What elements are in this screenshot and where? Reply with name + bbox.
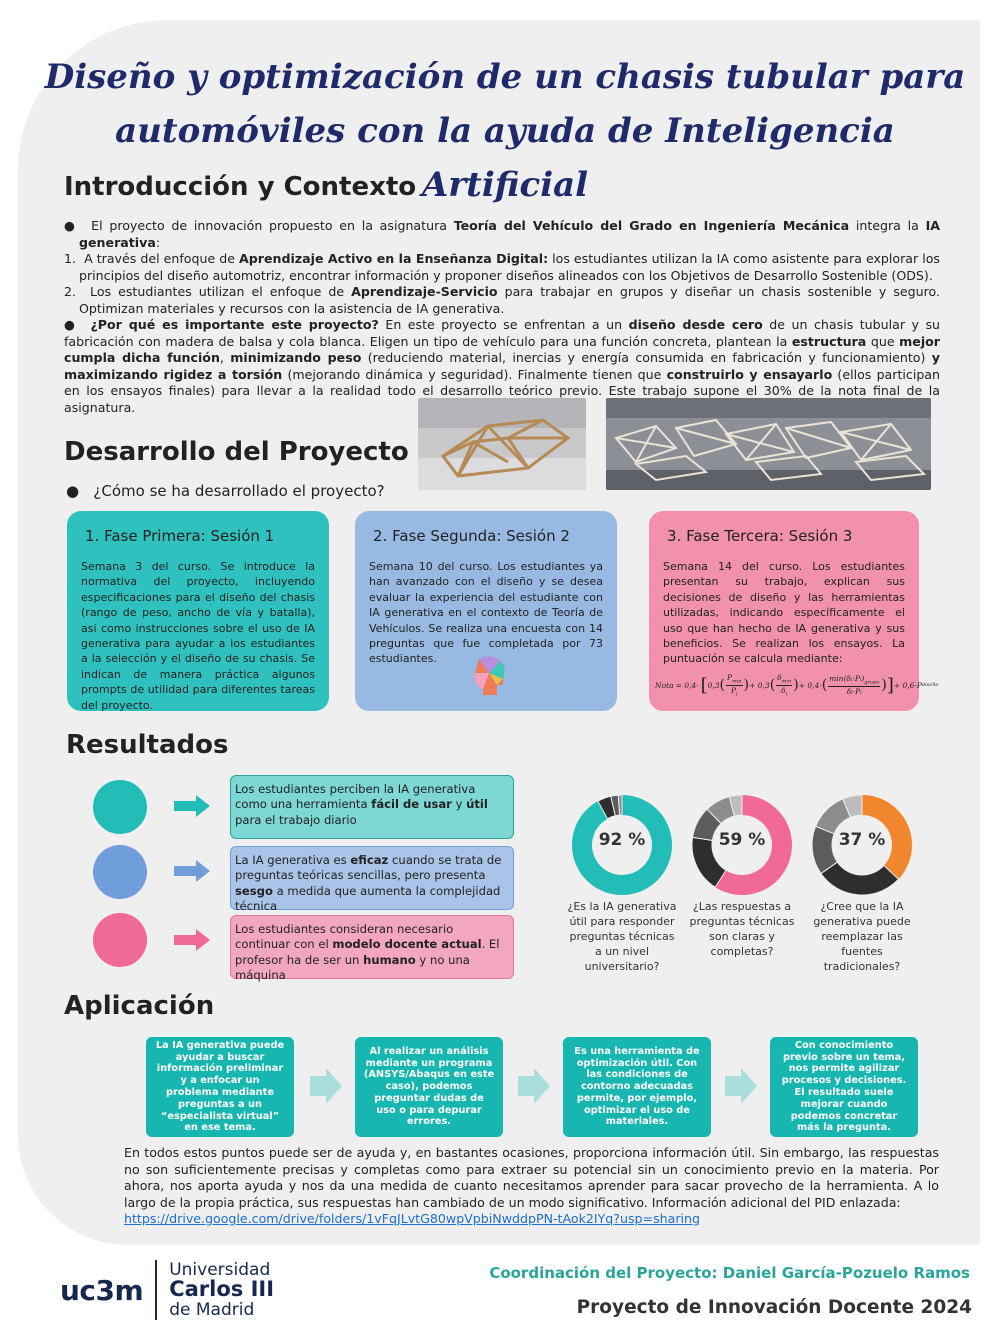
development-question: ● ¿Cómo se ha desarrollado el proyecto? xyxy=(66,482,385,500)
donut-caption-2: ¿Las respuestas a preguntas técnicas son claras y completas? xyxy=(689,900,795,958)
phase-card-1 xyxy=(67,511,329,711)
logo-name: Universidad Carlos III de Madrid xyxy=(169,1259,275,1320)
coordination-line: Coordinación del Proyecto: Daniel García-Pozuelo Ramos xyxy=(489,1264,970,1282)
application-box-1 xyxy=(146,1037,294,1137)
donut-chart-3 xyxy=(810,793,914,897)
phase-title: 3. Fase Tercera: Sesión 3 xyxy=(667,527,853,545)
section-heading-aplicacion: Aplicación xyxy=(64,991,215,1021)
intro-paragraph-4: ● ¿Por qué es importante este proyecto? En este proyecto se enfrentan a un diseño desde cero de un chasis tubular y su fabricación con madera de balsa y cola blanca. Eligen un tipo de vehículo para una función concreta, plantean la estructura que mejor cumpla dicha función, minimizando peso (reduciendo material, inercias y energía consumida en fabricación y funcionamiento) y maximizando rigidez a torsión (mejorando dinámica y seguridad). Finalmente tienen que construirlo y ensayarlo (ellos participan en los ensayos finales) para llevar a la realidad todo el desarrollo teórico previo. Este trabajo supone el 30% de la nota final de la asignatura. xyxy=(64,317,941,415)
donut-percentage: 37 % xyxy=(838,830,886,850)
chevron-right-icon xyxy=(310,1068,342,1104)
chevron-right-icon xyxy=(518,1068,550,1104)
donut-percentage: 59 % xyxy=(718,830,766,850)
arrow-shape xyxy=(174,860,210,882)
poster-title: Diseño y optimización de un chasis tubular para automóviles con la ayuda de Inteligencia Artificial xyxy=(44,57,966,205)
conclusion-text: En todos estos puntos puede ser de ayuda y, en bastantes ocasiones, proporciona información útil. Sin embargo, las respuestas no son suficientemente precisas y completas como para extraer su potencial sin un conocimiento previo en la materia. Por ahora, nos aporta ayuda y nos da una medida de cuanto necesitamos aprender para sacar provecho de la herramienta. A lo largo de la propia práctica, sus respuestas han cambiado de un modo significativo. Información adicional del PID enlazada: https://drive.google.com/drive/folders/1vFqJLvtG80wpVpbiNwddpPN-tAok2IYq?usp=sharing xyxy=(124,1145,939,1226)
ai-head-icon xyxy=(471,655,507,699)
chassis-photo-group xyxy=(606,398,931,490)
donut-caption-1: ¿Es la IA generativa útil para responder preguntas técnicas a un nivel universitario? xyxy=(567,900,677,973)
donut-percentage: 92 % xyxy=(598,830,646,850)
phase-card-2 xyxy=(355,511,617,711)
result-box-1: Los estudiantes perciben la IA generativa como una herramienta fácil de usar y útil para el trabajo diario xyxy=(230,775,514,839)
arrow-shape xyxy=(174,795,210,817)
arrow-shape xyxy=(174,929,210,951)
result-circle-3 xyxy=(93,913,147,967)
application-text: Es una herramienta de optimización útil. Con las condiciones de contorno adecuadas permite, por ejemplo, optimizar el uso de materiales. xyxy=(574,1045,700,1128)
pid-footer: Proyecto de Innovación Docente 2024 xyxy=(576,1297,972,1318)
chassis-photo-single xyxy=(418,398,586,490)
donut-chart-1 xyxy=(570,793,674,897)
phase-title: 1. Fase Primera: Sesión 1 xyxy=(85,527,275,545)
score-formula: Nota = 0,4· [ 0,3 ( $P_{min}$ $P_i$ ) + 0,3 ( $\delta_{min}$ $\delta_i$ ) + 0,4· ( $\min(\delta ᵢ\cdot Pᵢ)_{grupo}$ δᵢ·Pᵢ ) ] + 0,6·P diseño xyxy=(655,673,939,697)
university-logo xyxy=(60,1258,274,1322)
phase-body: Semana 10 del curso. Los estudiantes ya han avanzado con el diseño y se desea evaluar la experiencia del estudiante con IA generativa en el contexto de Teoría de Vehículos. Se realiza una encuesta con 14 preguntas que fue completada por 73 estudiantes. xyxy=(369,560,603,666)
drive-link[interactable]: https://drive.google.com/drive/folders/1vFqJLvtG80wpVpbiNwddpPN-tAok2IYq?usp=sharing xyxy=(124,1211,700,1226)
section-heading-intro: Introducción y Contexto xyxy=(64,172,417,202)
application-box-3 xyxy=(563,1037,711,1137)
arrow-right-icon xyxy=(174,860,210,882)
result-box-3: Los estudiantes consideran necesario continuar con el modelo docente actual. El profesor ha de ser un humano y no una máquina xyxy=(230,915,514,979)
result-box-2: La IA generativa es eficaz cuando se trata de preguntas teóricas sencillas, pero presenta sesgo a medida que aumenta la complejidad técnica xyxy=(230,846,514,910)
intro-paragraph-2: 1. A través del enfoque de Aprendizaje Activo en la Enseñanza Digital: los estudiantes utilizan la IA como asistente para explorar los principios del diseño automotriz, encontrar información y proponer diseños alineados con los Objetivos de Desarrollo Sostenible (ODS). xyxy=(64,251,940,283)
phase-body: Semana 14 del curso. Los estudiantes presentan su trabajo, explican sus decisiones de diseño y las herramientas utilizadas, indicando específicamente el uso que han hecho de IA generativa y sus beneficios. Se realizan los ensayos. La puntuación se calcula mediante: xyxy=(663,560,905,666)
application-box-4 xyxy=(770,1037,918,1137)
arrow-right-icon xyxy=(174,929,210,951)
arrow-right-icon xyxy=(174,795,210,817)
donut-caption-3: ¿Cree que la IA generativa puede reemplazar las fuentes tradicionales? xyxy=(813,900,911,973)
phase-title: 2. Fase Segunda: Sesión 2 xyxy=(373,527,570,545)
logo-short: uc3m xyxy=(60,1273,144,1307)
phase-body: Semana 3 del curso. Se introduce la normativa del proyecto, incluyendo especificaciones para el diseño del chasis (rango de peso, ancho de vía y batalla), así como instrucciones sobre el uso de IA generativa para ayudar a los estudiantes a la selección y el diseño de su chasis. Se indican de manera práctica algunos prompts de utilidad para diferentes tareas del proyecto. xyxy=(81,560,315,712)
result-circle-1 xyxy=(93,780,147,834)
intro-paragraph-1: ● El proyecto de innovación propuesto en la asignatura Teoría del Vehículo del Grado en Ingeniería Mecánica integra la IA generativa: xyxy=(64,218,940,250)
application-text: Al realizar un análisis mediante un programa (ANSYS/Abaqus en este caso), podemos preguntar dudas de uso o para depurar errores. xyxy=(363,1045,495,1128)
intro-paragraph-3: 2. Los estudiantes utilizan el enfoque de Aprendizaje-Servicio para trabajar en grupos y diseñar un chasis sostenible y seguro. Optimizan materiales y recursos con la asistencia de IA generativa. xyxy=(64,284,940,316)
application-text: Con conocimiento previo sobre un tema, nos permite agilizar procesos y decisiones. El resultado suele mejorar cuando podemos concretar más la pregunta. xyxy=(781,1039,907,1134)
intro-text xyxy=(64,218,940,416)
phase-card-3 xyxy=(649,511,939,711)
chevron-right-icon xyxy=(725,1068,757,1104)
donut-chart-2 xyxy=(690,793,794,897)
application-text: La IA generativa puede ayudar a buscar información preliminar y a enfocar un problema mediante preguntas a un “especialista virtual” en ese tema. xyxy=(155,1039,285,1134)
application-box-2 xyxy=(355,1037,503,1137)
logo-separator xyxy=(155,1260,157,1320)
result-circle-2 xyxy=(93,845,147,899)
section-heading-resultados: Resultados xyxy=(66,730,229,760)
section-heading-desarrollo: Desarrollo del Proyecto xyxy=(64,437,409,467)
